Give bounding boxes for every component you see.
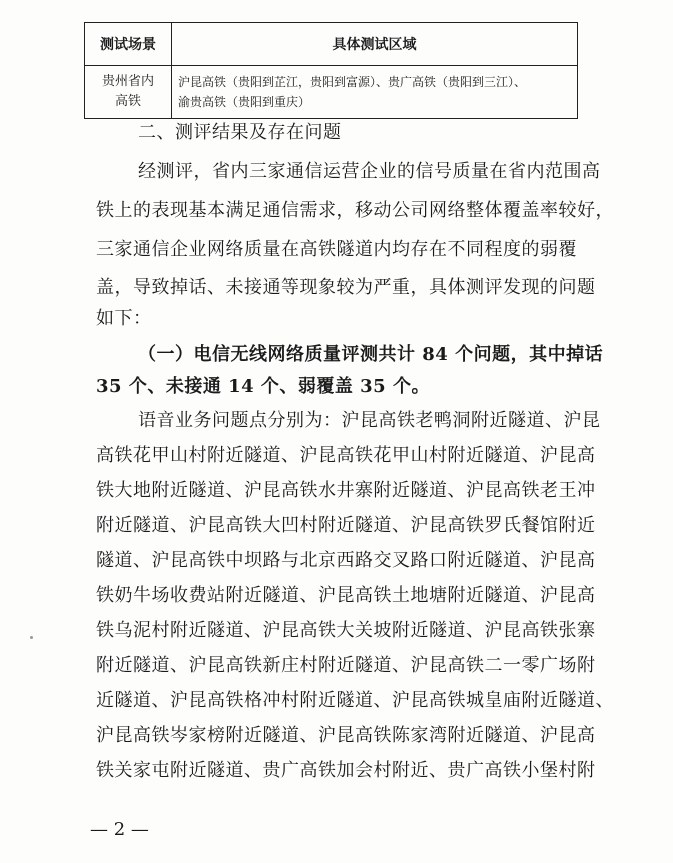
paragraph-line: 近隧道、沪昆高铁格冲村附近隧道、沪昆高铁城皇庙附近隧道、 — [96, 690, 614, 711]
scene-line: 高铁 — [114, 94, 141, 109]
paragraph-line: 盖，导致掉话、未接通等现象较为严重，具体测评发现的问题 — [96, 277, 596, 298]
scan-speck — [30, 636, 33, 639]
paragraph-line: 附近隧道、沪昆高铁新庄村附近隧道、沪昆高铁二一零广场附 — [96, 655, 596, 676]
subheading-line: 35 个、未接通 14 个、弱覆盖 35 个。 — [96, 376, 430, 397]
paragraph-line: 高铁花甲山村附近隧道、沪昆高铁花甲山村附近隧道、沪昆高 — [96, 445, 596, 466]
section-heading: 二、测评结果及存在问题 — [138, 122, 342, 143]
table-row — [85, 66, 578, 119]
paragraph-line: 铁上的表现基本满足通信需求，移动公司网络整体覆盖率较好， — [96, 200, 614, 221]
paragraph-line: 隧道、沪昆高铁中坝路与北京西路交叉路口附近隧道、沪昆高 — [96, 550, 596, 571]
paragraph-line: 铁大地附近隧道、沪昆高铁水井寨附近隧道、沪昆高铁老王冲 — [96, 480, 596, 501]
paragraph-line: 语音业务问题点分别为：沪昆高铁老鸭洞附近隧道、沪昆 — [138, 410, 601, 431]
paragraph-line: 铁关家屯附近隧道、贵广高铁加会村附近、贵广高铁小堡村附 — [96, 760, 596, 781]
table-header-scene: 测试场景 — [85, 23, 172, 66]
table-header-area: 具体测试区域 — [172, 23, 578, 66]
area-line: 沪昆高铁（贵阳到芷江，贵阳到富源）、贵广高铁（贵阳到三江）、 — [178, 75, 527, 89]
table-header-row — [85, 23, 578, 66]
scene-line: 贵州省内 — [101, 74, 154, 89]
paragraph-line: 沪昆高铁岑家榜附近隧道、沪昆高铁陈家湾附近隧道、沪昆高 — [96, 725, 596, 746]
test-area-table — [84, 22, 578, 119]
paragraph-line: 附近隧道、沪昆高铁大凹村附近隧道、沪昆高铁罗氏餐馆附近 — [96, 515, 596, 536]
paragraph-line: 铁奶牛场收费站附近隧道、沪昆高铁土地塘附近隧道、沪昆高 — [96, 585, 596, 606]
table-cell-area — [172, 66, 578, 119]
paragraph-line: 如下： — [96, 308, 152, 329]
table-cell-scene — [85, 66, 172, 119]
paragraph-line: 经测评，省内三家通信运营企业的信号质量在省内范围高 — [138, 161, 601, 182]
area-line: 渝贵高铁（贵阳到重庆） — [178, 95, 311, 109]
subheading-line: （一）电信无线网络质量评测共计 84 个问题，其中掉话 — [138, 344, 604, 365]
page-number: — 2 — — [90, 819, 149, 840]
paragraph-line: 三家通信企业网络质量在高铁隧道内均存在不同程度的弱覆 — [96, 239, 577, 260]
paragraph-line: 铁乌泥村附近隧道、沪昆高铁大关坡附近隧道、沪昆高铁张寨 — [96, 620, 596, 641]
